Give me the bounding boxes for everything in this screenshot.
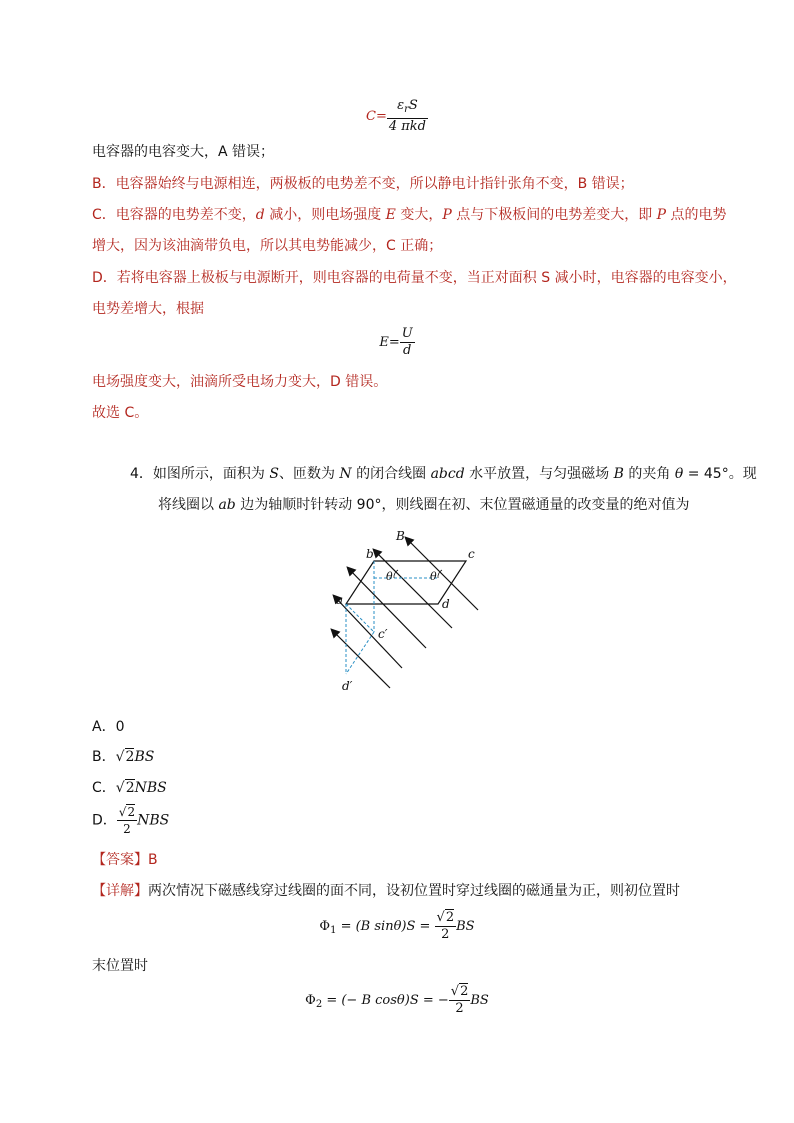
field-formula: E= $\frac{U}{d}$ xyxy=(379,326,413,358)
paragraph-option-c-line1: C．电容器的电势差不变，d 减小，则电场强度 E 变大，P 点与下极板间的电势差变大，即 P 点的电势 xyxy=(92,207,727,223)
end-position-label: 末位置时 xyxy=(92,958,148,974)
label-a: a xyxy=(336,593,344,607)
formula-eq: = xyxy=(375,109,387,124)
question-4-line1: 4．如图所示，面积为 S、匝数为 N 的闭合线圈 abcd 水平放置，与匀强磁场 B 的夹角 θ = 45°。现 xyxy=(130,466,757,482)
question-4-line2: 将线圈以 ab 边为轴顺时针转动 90°，则线圈在初、末位置磁通量的改变量的绝对值为 xyxy=(158,497,690,513)
capacitance-fraction: $\frac{\varepsilon_rS}{\text{4 πkd}}$ xyxy=(388,98,426,134)
label-B: B xyxy=(396,529,405,543)
label-c-prime: c′ xyxy=(378,627,388,641)
detail-line: 【详解】两次情况下磁感线穿过线圈的面不同，设初位置时穿过线圈的磁通量为正，则初位置时 xyxy=(92,883,680,899)
answer-line: 【答案】B xyxy=(92,852,158,868)
label-theta-2: θ xyxy=(430,570,437,583)
paragraph-capacitance: 电容器的电容变大，A 错误； xyxy=(92,144,275,160)
paragraph-field-conclusion: 电场强度变大，油滴所受电场力变大，D 错误。 xyxy=(92,374,388,390)
phi2-formula: $\Phi_2$ = (− B cosθ)S = − $\frac{√2}{2}$ BS xyxy=(305,984,489,1016)
option-a: A．0 xyxy=(92,719,125,735)
paragraph-option-d-line1: D．若将电容器上极板与电源断开，则电容器的电荷量不变，当正对面积 S 减小时，电容器的电容变小， xyxy=(92,270,737,286)
paragraph-option-b: B．电容器始终与电源相连，两极板的电势差不变，所以静电计指针张角不变，B 错误； xyxy=(92,176,634,192)
option-b: B．√2BS xyxy=(92,749,155,765)
paragraph-option-c-line2: 增大，因为该油滴带负电，所以其电势能减少，C 正确； xyxy=(92,238,443,254)
option-d: D． $\frac{√2}{2}$ NBS xyxy=(92,805,170,836)
capacitance-formula xyxy=(0,98,794,135)
label-c: c xyxy=(468,547,475,561)
formula-lhs: C xyxy=(365,109,376,124)
label-d-prime: d′ xyxy=(342,679,353,693)
label-b: b xyxy=(366,547,374,561)
label-theta-1: θ xyxy=(386,570,393,583)
coil-magnetic-field-figure xyxy=(330,528,490,700)
phi1-formula: $\Phi_1 = (B$ sinθ)S = $\frac{√2}{2}$ BS xyxy=(319,910,475,942)
option-c: C．√2NBS xyxy=(92,780,167,796)
paragraph-choose: 故选 C。 xyxy=(92,405,149,421)
label-d: d xyxy=(442,597,450,611)
paragraph-option-d-line2: 电势差增大，根据 xyxy=(92,301,204,317)
